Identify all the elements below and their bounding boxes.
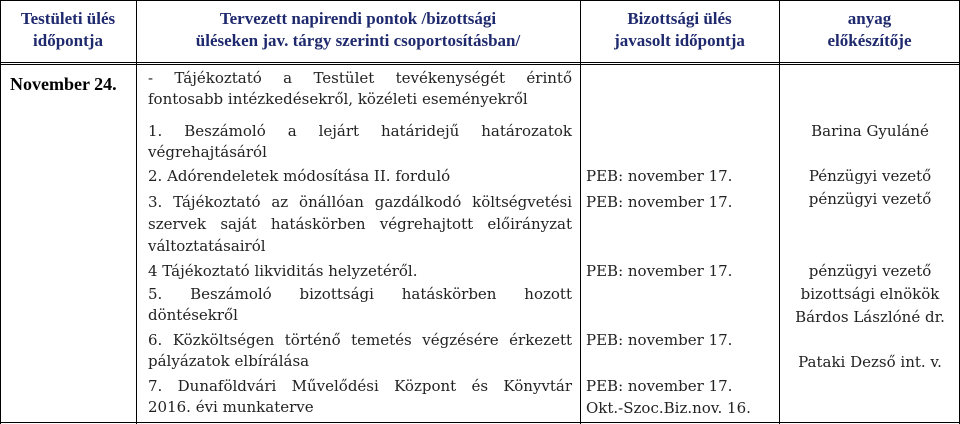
- agenda-item-5-line1: 5. Beszámoló bizottsági hatáskörben hozott: [148, 285, 572, 303]
- preparer-item-5a: bizottsági elnökök: [800, 285, 940, 303]
- agenda-item-6-line1: 6. Közköltségen történő temetés végzésére érkezett: [148, 331, 572, 349]
- preparer-item-3: pénzügyi vezető: [808, 190, 932, 208]
- agenda-intro-line2: fontosabb intézkedésekről, közéleti eseményekről: [148, 90, 528, 108]
- header-preparer: anyag előkészítője: [827, 9, 912, 50]
- table-border-bottom: [0, 422, 960, 423]
- agenda-item-4: 4 Tájékoztató likviditás helyzetéről.: [148, 262, 418, 280]
- header-divider-2: [0, 64, 960, 65]
- header-agenda-items: Tervezett napirendi pontok /bizottsági üléseken jav. tárgy szerinti csoportosításban/: [195, 9, 521, 50]
- agenda-item-2: 2. Adórendeletek módosítása II. forduló: [148, 167, 451, 185]
- agenda-intro-line1: - Tájékoztató a Testület tevékenységét érintő: [148, 69, 572, 87]
- committee-date-item-2: PEB: november 17.: [586, 167, 733, 185]
- agenda-item-1-line1: 1. Beszámoló a lejárt határidejű határozatok: [148, 122, 572, 140]
- session-date: November 24.: [10, 74, 117, 94]
- header-session-date: Testületi ülés időpontja: [20, 9, 116, 50]
- preparer-item-1: Barina Gyuláné: [811, 122, 929, 140]
- agenda-item-7-line2: 2016. évi munkaterve: [148, 398, 314, 416]
- table-border-top: [0, 0, 960, 1]
- agenda-item-6-line2: pályázatok elbírálása: [148, 352, 310, 370]
- header-divider-1: [0, 62, 960, 63]
- header-committee-date: Bizottsági ülés javasolt időpontja: [614, 9, 745, 50]
- committee-date-item-6: PEB: november 17.: [586, 331, 733, 349]
- agenda-item-3-line1: 3. Tájékoztató az önállóan gazdálkodó költségvetési: [148, 193, 572, 211]
- preparer-item-5b: Bárdos Lászlóné dr.: [795, 308, 945, 326]
- agenda-item-3-line2: szervek saját hatáskörben végrehajtott előirányzat: [148, 215, 572, 233]
- committee-date-item-4: PEB: november 17.: [586, 262, 733, 280]
- agenda-item-7-line1: 7. Dunaföldvári Művelődési Központ és Könyvtár: [148, 377, 572, 395]
- preparer-item-4: pénzügyi vezető: [808, 262, 932, 280]
- agenda-item-5-line2: döntésekről: [148, 306, 238, 324]
- committee-date-item-7a: PEB: november 17.: [586, 377, 733, 395]
- preparer-item-6: Pataki Dezső int. v.: [798, 353, 942, 371]
- agenda-item-1-line2: végrehajtásáról: [148, 143, 267, 161]
- committee-date-item-3: PEB: november 17.: [586, 193, 733, 211]
- committee-date-item-7b: Okt.-Szoc.Biz.nov. 16.: [586, 399, 751, 417]
- preparer-item-2: Pénzügyi vezető: [808, 167, 932, 185]
- agenda-item-3-line3: változtatásairól: [148, 237, 266, 255]
